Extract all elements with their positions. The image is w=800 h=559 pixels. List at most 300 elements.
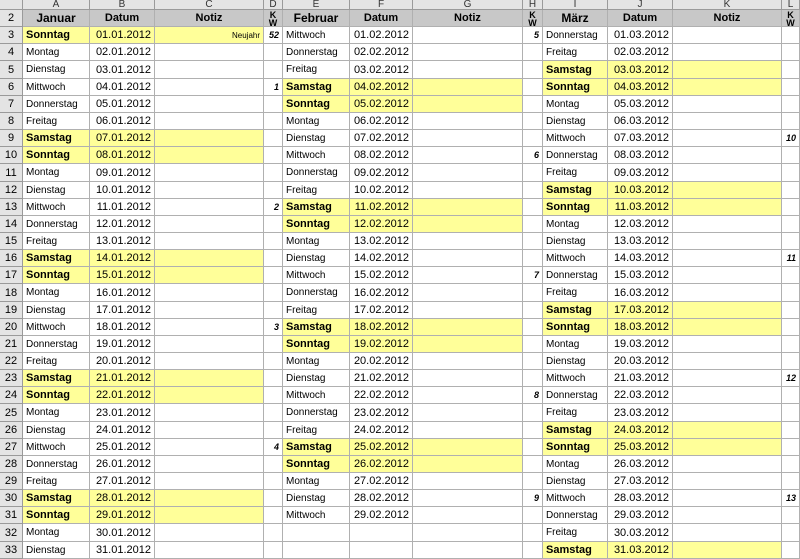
date-cell[interactable]: 26.02.2012 (350, 456, 413, 473)
day-cell[interactable] (283, 542, 350, 559)
kw-cell[interactable] (264, 130, 283, 147)
day-cell[interactable]: Sonntag (23, 267, 90, 284)
kw-cell[interactable] (264, 61, 283, 79)
day-cell[interactable]: Mittwoch (283, 387, 350, 404)
kw-cell[interactable] (523, 96, 543, 113)
date-cell[interactable]: 11.01.2012 (90, 199, 155, 216)
header-cell-j[interactable]: Datum (608, 10, 673, 27)
date-cell[interactable]: 22.02.2012 (350, 387, 413, 404)
day-cell[interactable]: Dienstag (283, 490, 350, 507)
header-cell-h[interactable]: KW (523, 10, 543, 27)
day-cell[interactable]: Dienstag (23, 182, 90, 199)
kw-cell[interactable] (264, 216, 283, 233)
note-cell[interactable] (155, 147, 264, 164)
day-cell[interactable]: Mittwoch (23, 79, 90, 96)
day-cell[interactable]: Sonntag (23, 507, 90, 524)
note-cell[interactable] (155, 284, 264, 302)
date-cell[interactable]: 19.02.2012 (350, 336, 413, 353)
note-cell[interactable] (155, 250, 264, 267)
kw-cell[interactable] (264, 182, 283, 199)
kw-cell[interactable] (782, 61, 800, 79)
day-cell[interactable]: Donnerstag (283, 164, 350, 182)
row-header[interactable]: 10 (0, 147, 23, 164)
date-cell[interactable] (350, 542, 413, 559)
row-header[interactable]: 9 (0, 130, 23, 147)
note-cell[interactable] (673, 96, 782, 113)
date-cell[interactable]: 01.03.2012 (608, 27, 673, 44)
note-cell[interactable] (155, 490, 264, 507)
date-cell[interactable]: 31.03.2012 (608, 542, 673, 559)
note-cell[interactable] (673, 524, 782, 542)
kw-cell[interactable] (523, 422, 543, 439)
day-cell[interactable]: Sonntag (23, 27, 90, 44)
note-cell[interactable] (673, 27, 782, 44)
kw-cell[interactable]: 12 (782, 370, 800, 387)
note-cell[interactable] (155, 439, 264, 456)
day-cell[interactable]: Freitag (23, 113, 90, 130)
note-cell[interactable] (155, 456, 264, 473)
note-cell[interactable] (155, 199, 264, 216)
header-cell-f[interactable]: Datum (350, 10, 413, 27)
note-cell[interactable] (413, 147, 523, 164)
day-cell[interactable]: Samstag (283, 319, 350, 336)
note-cell[interactable] (413, 79, 523, 96)
kw-cell[interactable] (782, 387, 800, 404)
date-cell[interactable]: 03.03.2012 (608, 61, 673, 79)
note-cell[interactable] (673, 456, 782, 473)
date-cell[interactable]: 20.02.2012 (350, 353, 413, 370)
day-cell[interactable]: Sonntag (23, 387, 90, 404)
column-header-e[interactable]: E (283, 0, 350, 10)
kw-cell[interactable] (264, 353, 283, 370)
kw-cell[interactable] (523, 44, 543, 61)
kw-cell[interactable] (782, 456, 800, 473)
date-cell[interactable]: 17.01.2012 (90, 302, 155, 319)
day-cell[interactable]: Sonntag (543, 199, 608, 216)
date-cell[interactable]: 01.01.2012 (90, 27, 155, 44)
day-cell[interactable]: Dienstag (283, 250, 350, 267)
date-cell[interactable]: 07.01.2012 (90, 130, 155, 147)
kw-cell[interactable] (523, 319, 543, 336)
row-header[interactable]: 32 (0, 524, 23, 542)
row-header[interactable]: 33 (0, 542, 23, 559)
row-header[interactable]: 14 (0, 216, 23, 233)
day-cell[interactable]: Samstag (23, 130, 90, 147)
note-cell[interactable] (155, 79, 264, 96)
date-cell[interactable]: 21.03.2012 (608, 370, 673, 387)
day-cell[interactable]: Samstag (23, 370, 90, 387)
note-cell[interactable] (673, 44, 782, 61)
kw-cell[interactable] (782, 473, 800, 490)
row-header[interactable]: 19 (0, 302, 23, 319)
kw-cell[interactable]: 13 (782, 490, 800, 507)
kw-cell[interactable] (782, 44, 800, 61)
kw-cell[interactable] (782, 319, 800, 336)
note-cell[interactable] (413, 61, 523, 79)
date-cell[interactable]: 02.02.2012 (350, 44, 413, 61)
row-header[interactable]: 12 (0, 182, 23, 199)
day-cell[interactable]: Donnerstag (543, 507, 608, 524)
kw-cell[interactable] (523, 524, 543, 542)
note-cell[interactable] (155, 507, 264, 524)
row-header[interactable]: 6 (0, 79, 23, 96)
kw-cell[interactable] (523, 199, 543, 216)
kw-cell[interactable] (782, 199, 800, 216)
day-cell[interactable]: Samstag (23, 490, 90, 507)
note-cell[interactable] (413, 233, 523, 250)
date-cell[interactable]: 10.03.2012 (608, 182, 673, 199)
date-cell[interactable]: 17.03.2012 (608, 302, 673, 319)
note-cell[interactable] (413, 250, 523, 267)
date-cell[interactable]: 05.02.2012 (350, 96, 413, 113)
note-cell[interactable] (413, 44, 523, 61)
day-cell[interactable]: Sonntag (543, 319, 608, 336)
note-cell[interactable] (673, 336, 782, 353)
day-cell[interactable]: Dienstag (543, 113, 608, 130)
date-cell[interactable]: 29.03.2012 (608, 507, 673, 524)
day-cell[interactable]: Dienstag (543, 233, 608, 250)
day-cell[interactable]: Sonntag (283, 216, 350, 233)
note-cell[interactable] (673, 439, 782, 456)
kw-cell[interactable] (264, 164, 283, 182)
kw-cell[interactable] (264, 542, 283, 559)
date-cell[interactable]: 06.01.2012 (90, 113, 155, 130)
column-header-j[interactable]: J (608, 0, 673, 10)
note-cell[interactable] (413, 27, 523, 44)
date-cell[interactable]: 12.03.2012 (608, 216, 673, 233)
day-cell[interactable]: Freitag (283, 61, 350, 79)
kw-cell[interactable] (523, 336, 543, 353)
kw-cell[interactable] (782, 113, 800, 130)
note-cell[interactable] (673, 353, 782, 370)
row-header[interactable]: 24 (0, 387, 23, 404)
kw-cell[interactable] (782, 422, 800, 439)
date-cell[interactable]: 27.03.2012 (608, 473, 673, 490)
day-cell[interactable]: Mittwoch (283, 147, 350, 164)
note-cell[interactable] (155, 96, 264, 113)
day-cell[interactable]: Donnerstag (543, 27, 608, 44)
day-cell[interactable]: Freitag (23, 233, 90, 250)
note-cell[interactable] (155, 182, 264, 199)
note-cell[interactable] (673, 250, 782, 267)
kw-cell[interactable]: 52 (264, 27, 283, 44)
date-cell[interactable]: 22.01.2012 (90, 387, 155, 404)
day-cell[interactable]: Donnerstag (283, 284, 350, 302)
day-cell[interactable]: Freitag (23, 473, 90, 490)
note-cell[interactable] (413, 404, 523, 422)
day-cell[interactable]: Sonntag (543, 79, 608, 96)
note-cell[interactable] (155, 302, 264, 319)
date-cell[interactable]: 25.02.2012 (350, 439, 413, 456)
note-cell[interactable] (673, 130, 782, 147)
column-header-h[interactable]: H (523, 0, 543, 10)
kw-cell[interactable] (782, 404, 800, 422)
kw-cell[interactable] (523, 164, 543, 182)
kw-cell[interactable]: 3 (264, 319, 283, 336)
note-cell[interactable] (673, 490, 782, 507)
note-cell[interactable] (413, 370, 523, 387)
date-cell[interactable]: 18.01.2012 (90, 319, 155, 336)
column-header-f[interactable]: F (350, 0, 413, 10)
day-cell[interactable]: Freitag (283, 182, 350, 199)
day-cell[interactable]: Donnerstag (23, 336, 90, 353)
date-cell[interactable]: 11.03.2012 (608, 199, 673, 216)
date-cell[interactable]: 06.03.2012 (608, 113, 673, 130)
kw-cell[interactable] (782, 96, 800, 113)
kw-cell[interactable] (523, 404, 543, 422)
note-cell[interactable] (673, 216, 782, 233)
kw-cell[interactable] (264, 96, 283, 113)
day-cell[interactable]: Freitag (543, 404, 608, 422)
column-header-i[interactable]: I (543, 0, 608, 10)
row-header[interactable]: 27 (0, 439, 23, 456)
day-cell[interactable]: Montag (283, 113, 350, 130)
column-header-d[interactable]: D (264, 0, 283, 10)
row-header[interactable]: 17 (0, 267, 23, 284)
day-cell[interactable]: Donnerstag (23, 96, 90, 113)
kw-cell[interactable]: 1 (264, 79, 283, 96)
day-cell[interactable]: Freitag (543, 44, 608, 61)
date-cell[interactable]: 23.02.2012 (350, 404, 413, 422)
date-cell[interactable]: 06.02.2012 (350, 113, 413, 130)
day-cell[interactable]: Donnerstag (283, 404, 350, 422)
date-cell[interactable]: 12.02.2012 (350, 216, 413, 233)
note-cell[interactable] (155, 353, 264, 370)
day-cell[interactable]: Dienstag (283, 370, 350, 387)
date-cell[interactable]: 13.01.2012 (90, 233, 155, 250)
header-cell-b[interactable]: Datum (90, 10, 155, 27)
kw-cell[interactable] (523, 456, 543, 473)
row-header[interactable]: 31 (0, 507, 23, 524)
kw-cell[interactable] (782, 524, 800, 542)
date-cell[interactable]: 02.03.2012 (608, 44, 673, 61)
note-cell[interactable] (155, 113, 264, 130)
kw-cell[interactable] (782, 27, 800, 44)
day-cell[interactable]: Dienstag (543, 353, 608, 370)
date-cell[interactable]: 09.01.2012 (90, 164, 155, 182)
day-cell[interactable]: Sonntag (543, 439, 608, 456)
kw-cell[interactable] (782, 336, 800, 353)
date-cell[interactable]: 10.01.2012 (90, 182, 155, 199)
day-cell[interactable]: Mittwoch (283, 267, 350, 284)
note-cell[interactable] (413, 319, 523, 336)
note-cell[interactable] (155, 370, 264, 387)
date-cell[interactable]: 05.03.2012 (608, 96, 673, 113)
kw-cell[interactable] (264, 147, 283, 164)
note-cell[interactable] (413, 439, 523, 456)
row-header[interactable]: 25 (0, 404, 23, 422)
kw-cell[interactable] (523, 250, 543, 267)
date-cell[interactable]: 09.03.2012 (608, 164, 673, 182)
note-cell[interactable] (673, 422, 782, 439)
date-cell[interactable]: 31.01.2012 (90, 542, 155, 559)
kw-cell[interactable]: 7 (523, 267, 543, 284)
row-header[interactable]: 21 (0, 336, 23, 353)
row-header[interactable]: 7 (0, 96, 23, 113)
note-cell[interactable] (413, 353, 523, 370)
header-cell-e[interactable]: Februar (283, 10, 350, 27)
column-header-l[interactable]: L (782, 0, 800, 10)
kw-cell[interactable] (782, 507, 800, 524)
header-cell-i[interactable]: März (543, 10, 608, 27)
date-cell[interactable]: 07.03.2012 (608, 130, 673, 147)
note-cell[interactable] (155, 387, 264, 404)
note-cell[interactable] (673, 473, 782, 490)
day-cell[interactable]: Dienstag (543, 473, 608, 490)
date-cell[interactable]: 16.02.2012 (350, 284, 413, 302)
kw-cell[interactable] (523, 113, 543, 130)
day-cell[interactable]: Montag (283, 353, 350, 370)
select-all-corner[interactable] (0, 0, 23, 10)
header-cell-l[interactable]: KW (782, 10, 800, 27)
day-cell[interactable] (283, 524, 350, 542)
date-cell[interactable]: 30.03.2012 (608, 524, 673, 542)
note-cell[interactable] (673, 61, 782, 79)
date-cell[interactable]: 29.01.2012 (90, 507, 155, 524)
note-cell[interactable] (413, 542, 523, 559)
note-cell[interactable] (155, 61, 264, 79)
date-cell[interactable]: 11.02.2012 (350, 199, 413, 216)
day-cell[interactable]: Dienstag (23, 61, 90, 79)
day-cell[interactable]: Samstag (283, 439, 350, 456)
date-cell[interactable]: 14.01.2012 (90, 250, 155, 267)
column-header-b[interactable]: B (90, 0, 155, 10)
date-cell[interactable]: 24.03.2012 (608, 422, 673, 439)
day-cell[interactable]: Freitag (543, 164, 608, 182)
date-cell[interactable]: 26.01.2012 (90, 456, 155, 473)
day-cell[interactable]: Donnerstag (543, 147, 608, 164)
day-cell[interactable]: Samstag (543, 302, 608, 319)
note-cell[interactable] (673, 302, 782, 319)
kw-cell[interactable] (523, 79, 543, 96)
kw-cell[interactable] (264, 404, 283, 422)
date-cell[interactable]: 09.02.2012 (350, 164, 413, 182)
day-cell[interactable]: Samstag (283, 79, 350, 96)
row-header[interactable]: 29 (0, 473, 23, 490)
date-cell[interactable]: 16.01.2012 (90, 284, 155, 302)
note-cell[interactable] (413, 336, 523, 353)
date-cell[interactable]: 04.02.2012 (350, 79, 413, 96)
day-cell[interactable]: Montag (23, 524, 90, 542)
date-cell[interactable]: 18.02.2012 (350, 319, 413, 336)
note-cell[interactable] (413, 490, 523, 507)
date-cell[interactable]: 21.01.2012 (90, 370, 155, 387)
date-cell[interactable]: 25.03.2012 (608, 439, 673, 456)
date-cell[interactable]: 23.01.2012 (90, 404, 155, 422)
kw-cell[interactable]: 11 (782, 250, 800, 267)
date-cell[interactable]: 08.02.2012 (350, 147, 413, 164)
kw-cell[interactable] (523, 61, 543, 79)
note-cell[interactable] (413, 113, 523, 130)
row-header[interactable]: 4 (0, 44, 23, 61)
date-cell[interactable]: 15.03.2012 (608, 267, 673, 284)
kw-cell[interactable] (782, 79, 800, 96)
row-header[interactable]: 28 (0, 456, 23, 473)
note-cell[interactable] (155, 542, 264, 559)
note-cell[interactable] (673, 79, 782, 96)
kw-cell[interactable] (264, 113, 283, 130)
day-cell[interactable]: Freitag (543, 284, 608, 302)
date-cell[interactable]: 16.03.2012 (608, 284, 673, 302)
day-cell[interactable]: Sonntag (23, 147, 90, 164)
day-cell[interactable]: Donnerstag (543, 267, 608, 284)
day-cell[interactable]: Samstag (543, 422, 608, 439)
kw-cell[interactable] (523, 370, 543, 387)
kw-cell[interactable] (782, 267, 800, 284)
kw-cell[interactable] (782, 233, 800, 250)
kw-cell[interactable]: 10 (782, 130, 800, 147)
day-cell[interactable]: Sonntag (283, 456, 350, 473)
day-cell[interactable]: Dienstag (23, 542, 90, 559)
note-cell[interactable] (413, 164, 523, 182)
row-header-2[interactable]: 2 (0, 10, 23, 27)
row-header[interactable]: 15 (0, 233, 23, 250)
date-cell[interactable]: 07.02.2012 (350, 130, 413, 147)
header-cell-g[interactable]: Notiz (413, 10, 523, 27)
kw-cell[interactable]: 2 (264, 199, 283, 216)
kw-cell[interactable]: 5 (523, 27, 543, 44)
kw-cell[interactable] (264, 387, 283, 404)
day-cell[interactable]: Samstag (543, 61, 608, 79)
header-cell-d[interactable]: KW (264, 10, 283, 27)
date-cell[interactable]: 02.01.2012 (90, 44, 155, 61)
kw-cell[interactable]: 9 (523, 490, 543, 507)
note-cell[interactable] (673, 507, 782, 524)
date-cell[interactable]: 25.01.2012 (90, 439, 155, 456)
kw-cell[interactable] (523, 130, 543, 147)
note-cell[interactable] (413, 473, 523, 490)
note-cell[interactable] (155, 267, 264, 284)
date-cell[interactable]: 12.01.2012 (90, 216, 155, 233)
date-cell[interactable]: 28.03.2012 (608, 490, 673, 507)
day-cell[interactable]: Dienstag (23, 302, 90, 319)
day-cell[interactable]: Montag (283, 473, 350, 490)
kw-cell[interactable] (523, 507, 543, 524)
column-header-k[interactable]: K (673, 0, 782, 10)
date-cell[interactable]: 26.03.2012 (608, 456, 673, 473)
note-cell[interactable] (413, 130, 523, 147)
row-header[interactable]: 18 (0, 284, 23, 302)
day-cell[interactable]: Mittwoch (543, 250, 608, 267)
date-cell[interactable]: 15.01.2012 (90, 267, 155, 284)
date-cell[interactable]: 08.01.2012 (90, 147, 155, 164)
date-cell[interactable]: 30.01.2012 (90, 524, 155, 542)
day-cell[interactable]: Donnerstag (283, 44, 350, 61)
kw-cell[interactable] (523, 216, 543, 233)
note-cell[interactable] (413, 182, 523, 199)
date-cell[interactable]: 17.02.2012 (350, 302, 413, 319)
kw-cell[interactable] (264, 250, 283, 267)
note-cell[interactable] (155, 130, 264, 147)
row-header[interactable]: 11 (0, 164, 23, 182)
row-header[interactable]: 20 (0, 319, 23, 336)
note-cell[interactable] (673, 284, 782, 302)
kw-cell[interactable] (264, 284, 283, 302)
kw-cell[interactable] (264, 473, 283, 490)
day-cell[interactable]: Mittwoch (23, 439, 90, 456)
kw-cell[interactable] (782, 353, 800, 370)
kw-cell[interactable]: 8 (523, 387, 543, 404)
note-cell[interactable] (413, 456, 523, 473)
row-header[interactable]: 26 (0, 422, 23, 439)
date-cell[interactable]: 14.03.2012 (608, 250, 673, 267)
column-header-g[interactable]: G (413, 0, 523, 10)
note-cell[interactable] (673, 404, 782, 422)
note-cell[interactable] (413, 267, 523, 284)
header-cell-a[interactable]: Januar (23, 10, 90, 27)
note-cell[interactable] (413, 524, 523, 542)
date-cell[interactable]: 03.02.2012 (350, 61, 413, 79)
